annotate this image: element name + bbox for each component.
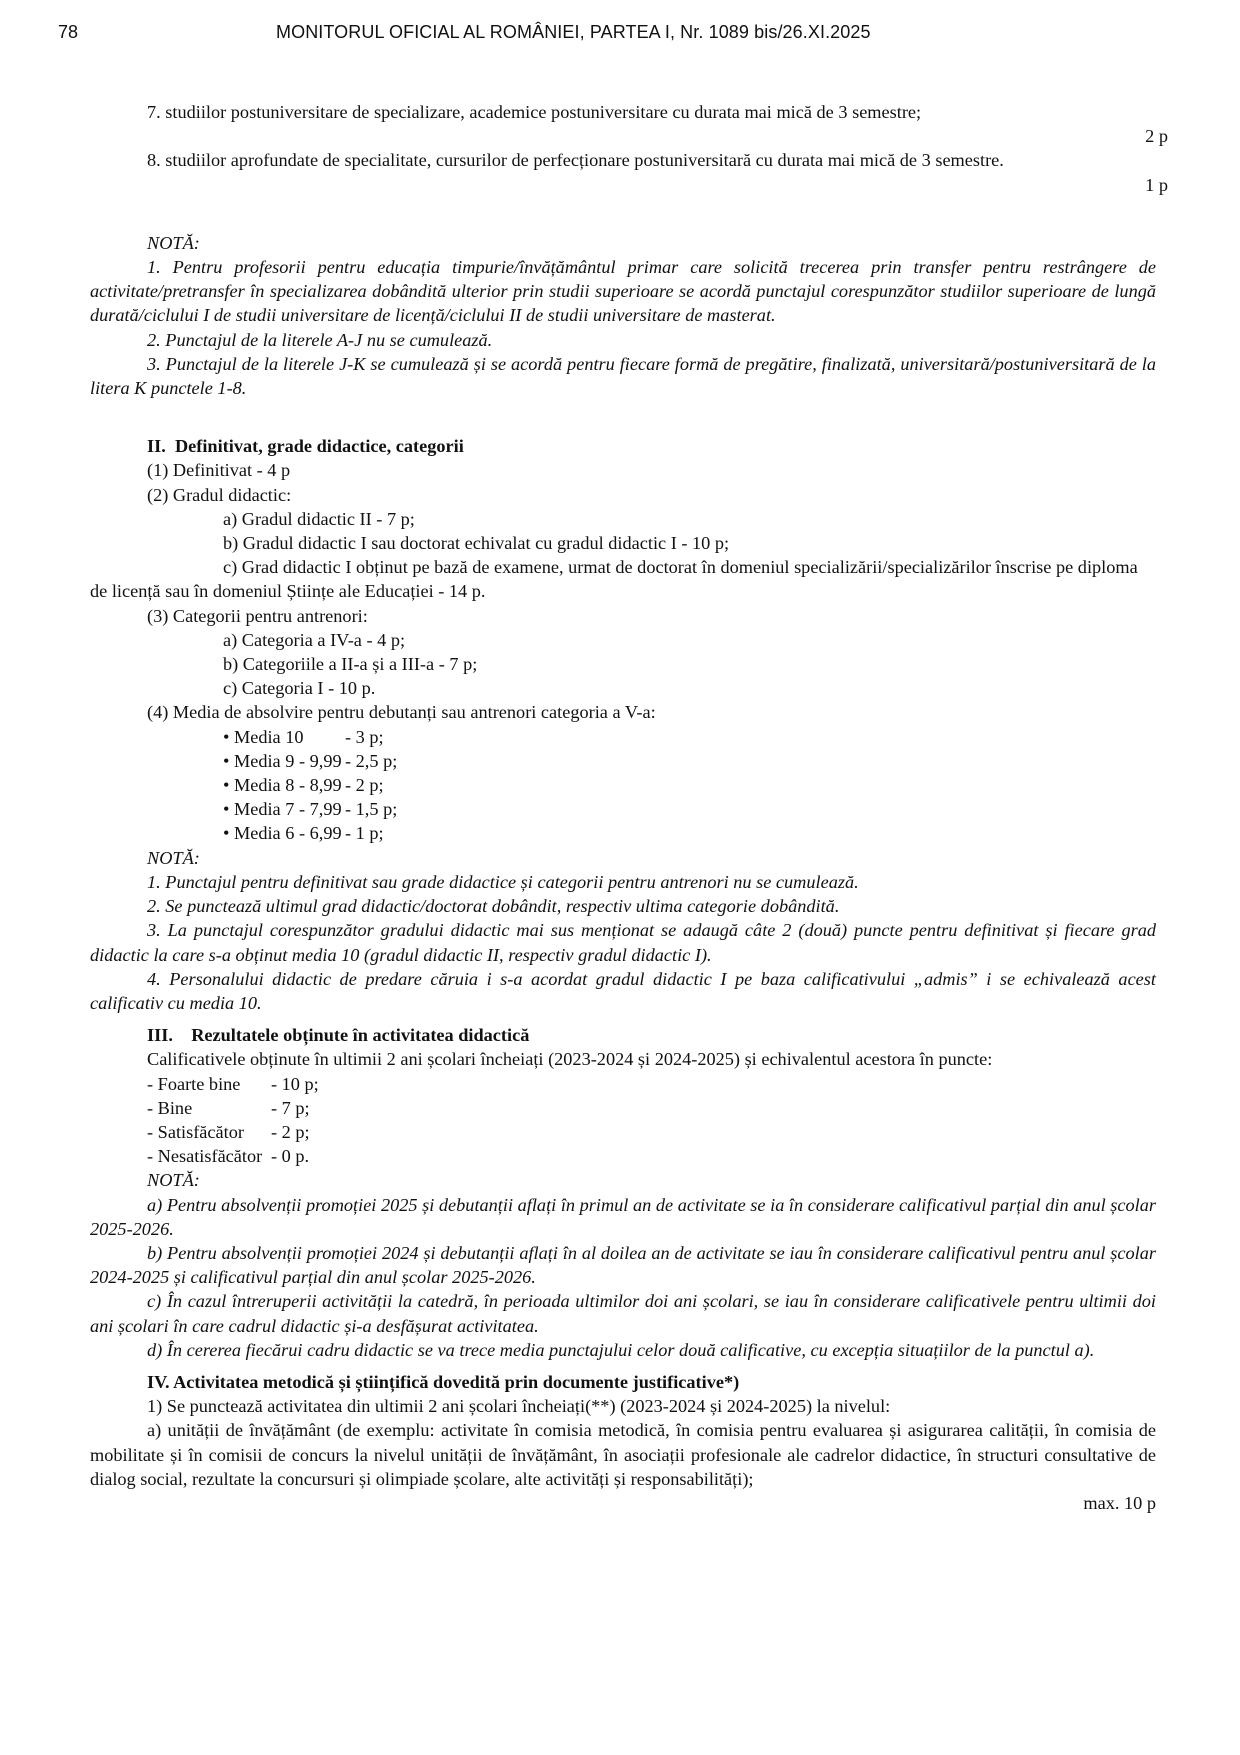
media-title: (4) Media de absolvire pentru debutanți sau antrenori categoria a V-a: xyxy=(147,702,656,723)
categorii-item: b) Categoriile a II-a și a III-a - 7 p; xyxy=(223,654,478,675)
rating-label: - Satisfăcător xyxy=(147,1121,244,1142)
definitivat-line: (1) Definitivat - 4 p xyxy=(147,460,291,481)
section-3 xyxy=(90,1023,1156,1362)
note-item: 3. Punctajul de la literele J-K se cumulează și se acordă pentru fiecare formă de pregătire, finalizată, universitară/postuniversitară de la litera K punctele 1-8. xyxy=(90,353,1156,399)
media-points: - 1 p; xyxy=(345,823,384,844)
section-3-title: III. Rezultatele obținute în activitatea didactică xyxy=(147,1025,530,1046)
section-4-pa-points: max. 10 p xyxy=(1083,1492,1156,1513)
media-row xyxy=(223,797,1156,821)
media-label: • Media 8 - 8,99 xyxy=(223,775,342,796)
ratings-list xyxy=(90,1072,1156,1169)
media-points: - 1,5 p; xyxy=(345,799,398,820)
note-item: b) Pentru absolvenții promoției 2024 și debutanții aflați în al doilea an de activitate se iau în considerare calificativul pentru anul școlar 2024-2025 și calificativul parțial din anul școlar 2025-2026. xyxy=(90,1242,1156,1288)
page-number: 78 xyxy=(58,22,79,42)
section-4 xyxy=(90,1370,1156,1515)
rating-row xyxy=(147,1144,1156,1168)
document-body xyxy=(90,100,1168,1515)
rating-points: - 0 p. xyxy=(271,1146,310,1167)
media-label: • Media 9 - 9,99 xyxy=(223,750,342,771)
gradul-title: (2) Gradul didactic: xyxy=(147,484,292,505)
media-label: • Media 7 - 7,99 xyxy=(223,799,342,820)
section-k-tail xyxy=(90,100,1168,197)
media-row xyxy=(223,725,1156,749)
media-points: - 2,5 p; xyxy=(345,750,398,771)
rating-label: - Bine xyxy=(147,1097,193,1118)
rating-points: - 10 p; xyxy=(271,1073,319,1094)
gradul-item: c) Grad didactic I obținut pe bază de examene, urmat de doctorat în domeniul specializării/specializărilor înscrise pe diploma de licență sau în domeniul Științe ale Educației - 14 p. xyxy=(90,557,1138,602)
item-7-points: 2 p xyxy=(1145,126,1168,147)
rating-row xyxy=(147,1120,1156,1144)
rating-label: - Nesatisfăcător xyxy=(147,1146,263,1167)
section-3-intro: Calificativele obținute în ultimii 2 ani școlari încheiați (2023-2024 și 2024-2025) și echivalentul acestora în puncte: xyxy=(147,1049,993,1070)
section-4-p1: 1) Se punctează activitatea din ultimii 2 ani școlari încheiați(**) (2023-2024 și 2024-2025) la nivelul: xyxy=(147,1396,891,1417)
rating-label: - Foarte bine xyxy=(147,1073,241,1094)
note-item: 4. Personalului didactic de predare căruia i s-a acordat gradul didactic I pe baza calificativului „admis” i se echivalează acest calificativ cu media 10. xyxy=(90,968,1156,1013)
rating-points: - 7 p; xyxy=(271,1097,310,1118)
media-row xyxy=(223,749,1156,773)
note-title: NOTĂ: xyxy=(147,847,200,868)
note-item: 1. Pentru profesorii pentru educația timpurie/învățământul primar care solicită trecerea prin transfer pentru restrângere de activitate/pretransfer în specializarea dobândită ulterior prin studii superioare se acordă punctajul corespunzător studiilor superioare de lungă durată/ciclului I de studii universitare de licență/ciclului II de studii universitare de masterat. xyxy=(90,257,1156,326)
note-item: 3. La punctajul corespunzător gradului didactic mai sus menționat se adaugă câte 2 (două) puncte pentru definitivat și fiecare grad didactic la care s-a obținut media 10 (gradul didactic II, respectiv gradul didactic I). xyxy=(90,920,1156,965)
item-7: 7. studiilor postuniversitare de specializare, academice postuniversitare cu durata mai mică de 3 semestre; xyxy=(147,102,922,122)
gradul-item: b) Gradul didactic I sau doctorat echivalat cu gradul didactic I - 10 p; xyxy=(223,533,730,554)
media-label: • Media 6 - 6,99 xyxy=(223,823,342,844)
note-item: 2. Punctajul de la literele A-J nu se cumulează. xyxy=(147,329,493,350)
media-label: • Media 10 xyxy=(223,726,304,747)
media-points: - 2 p; xyxy=(345,775,384,796)
categorii-item: c) Categoria I - 10 p. xyxy=(223,678,376,699)
categorii-title: (3) Categorii pentru antrenori: xyxy=(147,605,368,626)
section-4-title: IV. Activitatea metodică și științifică dovedită prin documente justificative*) xyxy=(147,1371,740,1392)
note-item: c) În cazul întreruperii activității la catedră, în perioada ultimilor doi ani școlari, se iau în considerare calificativele pentru ultimii doi ani școlari în care cadrul didactic și-a desfășurat activitatea. xyxy=(90,1291,1156,1336)
rating-points: - 2 p; xyxy=(271,1121,310,1142)
gradul-item: a) Gradul didactic II - 7 p; xyxy=(223,508,415,529)
page-header xyxy=(0,22,1240,52)
note-section-1 xyxy=(90,231,1156,400)
note-item: 1. Punctajul pentru definitivat sau grade didactice și categorii pentru antrenori nu se cumulează. xyxy=(147,871,859,892)
note-item: d) În cererea fiecărui cadru didactic se va trece media punctajului celor două calificative, cu excepția situațiilor de la punctul a). xyxy=(147,1339,1095,1360)
media-points: - 3 p; xyxy=(345,726,384,747)
section-2 xyxy=(90,434,1156,1015)
item-8: 8. studiilor aprofundate de specialitate, cursurilor de perfecționare postuniversitară cu durata mai mică de 3 semestre. xyxy=(147,150,1004,171)
note-title: NOTĂ: xyxy=(147,1170,200,1191)
categorii-item: a) Categoria a IV-a - 4 p; xyxy=(223,629,406,650)
section-4-pa: a) unității de învățământ (de exemplu: activitate în comisia metodică, în comisia pentru evaluarea și asigurarea calității, în comisia de mobilitate și în comisii de concurs la nivelul unității de învățământ, în asociații profesionale ale cadrelor didactice, în structuri consultative de dialog social, rezultate la concursuri și olimpiade școlare, alte activități și responsabilități); xyxy=(90,1420,1156,1489)
media-row xyxy=(223,821,1156,845)
item-8-points: 1 p xyxy=(1145,174,1168,195)
media-row xyxy=(223,773,1156,797)
note-item: 2. Se punctează ultimul grad didactic/doctorat dobândit, respectiv ultima categorie dobândită. xyxy=(147,896,840,917)
rating-row xyxy=(147,1072,1156,1096)
media-list xyxy=(90,725,1156,846)
note-item: a) Pentru absolvenții promoției 2025 și debutanții aflați în primul an de activitate se ia în considerare calificativul parțial din anul școlar 2025-2026. xyxy=(90,1194,1156,1239)
section-2-title: II. Definitivat, grade didactice, categorii xyxy=(147,436,464,457)
note-title: NOTĂ: xyxy=(147,232,200,253)
rating-row xyxy=(147,1096,1156,1120)
running-title: MONITORUL OFICIAL AL ROMÂNIEI, PARTEA I, Nr. 1089 bis/26.XI.2025 xyxy=(276,22,871,42)
